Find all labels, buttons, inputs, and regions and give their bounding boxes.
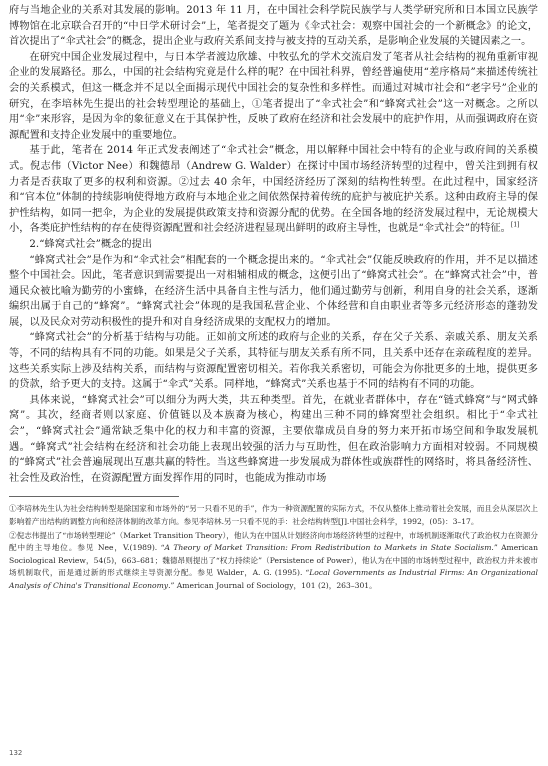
paragraph-text: 基于此，笔者在 2014 年正式发表阐述了“伞式社会”概念，用以解释中国社会中特有的企业与政府间的关系模式。倪志伟（Victor Nee）和魏德昂（Andrew G. Walder）在探讨中国市场经济转型的过程中，曾关注到拥有权力者是否获取了更多的权利和资源。 xyxy=(9,145,538,188)
paragraph: “蜂窝式社会”的分析基于结构与功能。正如前文所述的政府与企业的关系，存在父子关系、亲戚关系、朋友关系等，不同的结构具有不同的功能。如果是父子关系，其特征与朋友关系有所不同，且关系中还存在亲疏程度的差异。这些关系实际上涉及结构关系，而结构与资源配置密切相关。若你我关系密切，可能会为你批更多的土地，提供更多的贷款，给予更大的支持。这属于“伞式”关系。同样地，“蜂窝式”关系也基于不同的结构有不同的功能。 xyxy=(9,332,538,391)
footnote-text: .” American Journal of Sociology，101 (2)，263–301。 xyxy=(168,580,377,590)
page-number: 132 xyxy=(9,749,23,757)
cited-title: A Theory of Market Transition: From Redistribution to Markets in State Socialism xyxy=(164,543,492,553)
footnote-text: .” American Sociological Review，54(5)，663–681；魏德昂则提出了“权力持续论”（Persistence of Power），他认为在中国的市场转型过程中，政治权力并未被市场机制取代，而是通过新的形式继续主导资源分配。参见 Walder，A. G. (1995). “ xyxy=(9,543,538,578)
paragraph: 府与当地企业的关系对其发展的影响。2013 年 11 月，在中国社会科学院民族学与人类学研究所和日本国立民族学博物馆在北京联合召开的“中日学术研讨会”上，笔者提交了题为《伞式社会：观察中国社会的一个新概念》的论文，首次提出了“伞式社会”的概念，提出企业与政府关系间支持与被支持的互动关系，是影响企业发展的关键因素之一。 xyxy=(9,5,538,48)
paragraph xyxy=(9,50,538,144)
footnote: ①李培林先生认为社会结构转型是除国家和市场外的“另一只看不见的手”，作为一种资源配置的实际方式，不仅从整体上推动着社会发展，而且会从深层次上影响着产出结构的调整方向和经济体制的改革方向。参见李培林.另一只看不见的手：社会结构转型[J].中国社会科学，1992，(05)：3–17。 xyxy=(9,504,538,526)
main-text xyxy=(9,3,538,486)
cited-title: Local Governments as Industrial Firms: An Organizational Analysis of China's Transitional Economy xyxy=(9,568,538,590)
paragraph-text: 在研究中国企业发展过程中，与日本学者渡边欣雄、中牧弘允的学术交流启发了笔者从社会结构的视角重新审视企业的发展路径。那么，中国的社会结构究竟是什么样的呢？在中国社科界，曾经普遍使用“差序格局”来描述传统社会的关系模式，但这一概念并不足以全面揭示现代中国社会的复杂性和多样性。而通过对城市社会和“老字号”企业的研究，在李培林先生提出的社会转型理论的基础上， xyxy=(9,51,538,110)
document-page xyxy=(9,3,538,594)
footnotes xyxy=(9,503,538,592)
footnote-text: ②倪志伟提出了“市场转型理论”（Market Transition Theory），他认为在中国从计划经济向市场经济转型的过程中，市场机制逐渐取代了政治权力在资源分配中的主导地位。参见 Nee，V.(1989). “ xyxy=(9,530,538,553)
footnote-marker: ② xyxy=(178,176,190,188)
footnote-divider xyxy=(9,496,179,497)
section-heading: 2.“蜂窝式社会”概念的提出 xyxy=(29,238,153,250)
footnote xyxy=(9,530,538,593)
footnote-marker: ① xyxy=(251,98,263,110)
paragraph-text: 笔者提出了“伞式社会”和“蜂窝式社会”这一对概念。之所以用“伞”来形容，是因为伞的象征意义在于其保护性，反映了政府在经济和社会发展中的庇护作用，从而强调政府在资源配置和支持企业发展中的重要地位。 xyxy=(9,98,538,141)
paragraph xyxy=(9,143,538,237)
paragraph: 具体来说，“蜂窝式社会”可以细分为两大类，共五种类型。首先，在就业者群体中，存在“链式蜂窝”与“网式蜂窝”。其次，经商者则以家庭、价值链以及本族裔为核心，构建出三种不同的蜂窝型社会组织。相比于“伞式社会”，“蜂窝式社会”通常缺乏集中化的权力和丰富的资源，主要依靠成员自身的努力来开拓市场空间和争取发展机遇。“蜂窝式”社会结构在经济和社会功能上表现出较强的活力与互助性，但在政治影响力方面相对较弱。不同规模的“蜂窝式”社会普遍展现出互惠共赢的特性。当这些蜂窝进一步发展成为群体性或族群性的网络时，将具备经济性、社会性及政治性，在资源配置方面发挥作用的同时，也能成为推动市场 xyxy=(9,394,538,484)
reference-marker: [1] xyxy=(510,221,520,229)
paragraph: “蜂窝式社会”是作为和“伞式社会”相配套的一个概念提出来的。“伞式社会”仅能反映政府的作用，并不足以描述整个中国社会。因此，笔者意识到需要提出一对相辅相成的概念，这便引出了“蜂窝式社会”。在“蜂窝式社会”中，普通民众被比喻为勤劳的小蜜蜂，在经济生活中具备自主性与活力，他们通过勤劳与创新，利用自身的社会关系，逐渐编织出属于自己的“蜂窝”。“蜂窝式社会”体现的是我国私营企业、个体经营和自由职业者等多元经济形态的蓬勃发展，以及民众对劳动积极性的提升和对自身经济成果的支配权力的增加。 xyxy=(9,254,538,328)
paragraph-text: 过去 40 余年，中国经济经历了深刻的结构性转型。在此过程中，国家经济和“官本位”体制的持续影响使得地方政府与本地企业之间依然保持着传统的庇护与被庇护关系。这种由政府主导的保护性结构，如同一把伞，为企业的发展提供政策支持和资源分配的优势。在全国各地的经济发展过程中，无论规模大小，各类庇护性结构的存在使得资源配置和社会经济进程显现出鲜明的政府主导性，也就是“伞式社会”的特征。 xyxy=(9,176,538,235)
